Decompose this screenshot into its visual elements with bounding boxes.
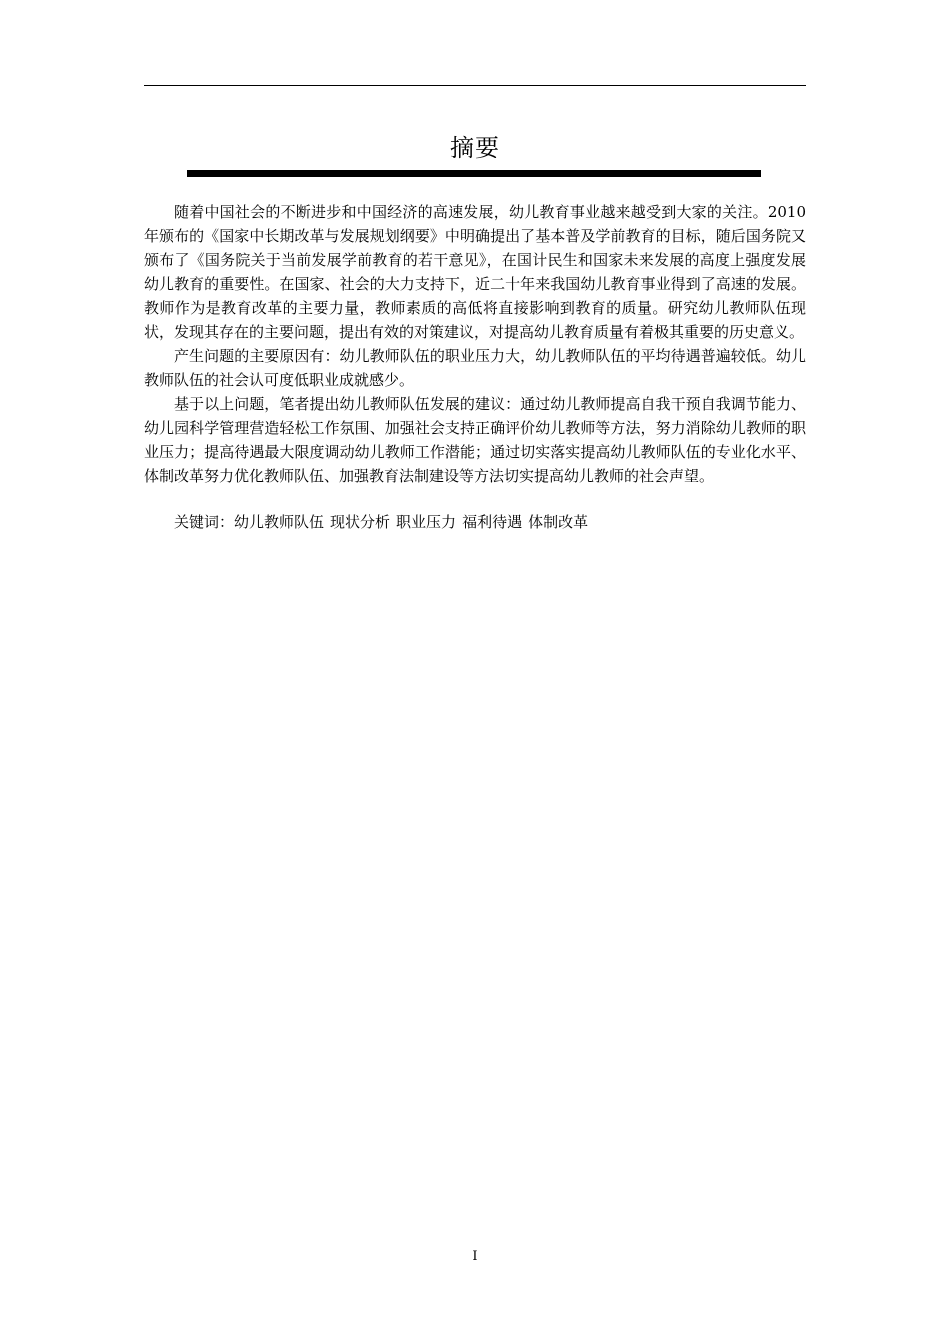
- header-rule: [144, 85, 806, 86]
- title-underline-bar: [187, 170, 761, 177]
- keywords-label: 关键词：: [174, 513, 235, 531]
- keyword-item: 职业压力: [396, 513, 457, 531]
- keyword-item: 现状分析: [330, 513, 391, 531]
- page-title: 摘要: [450, 134, 500, 162]
- keyword-item: 福利待遇: [462, 513, 523, 531]
- abstract-paragraph-3: 基于以上问题，笔者提出幼儿教师队伍发展的建议：通过幼儿教师提高自我干预自我调节能力、幼儿园科学管理营造轻松工作氛围、加强社会支持正确评价幼儿教师等方法，努力消除幼儿教师的职业压力；提高待遇最大限度调动幼儿教师工作潜能；通过切实落实提高幼儿教师队伍的专业化水平、体制改革努力优化教师队伍、加强教育法制建设等方法切实提高幼儿教师的社会声望。: [144, 395, 806, 485]
- keyword-item: 幼儿教师队伍: [234, 513, 325, 531]
- abstract-paragraph-2: 产生问题的主要原因有：幼儿教师队伍的职业压力大，幼儿教师队伍的平均待遇普遍较低。幼儿教师队伍的社会认可度低职业成就感少。: [144, 347, 806, 389]
- abstract-body: [144, 200, 806, 534]
- abstract-paragraph-1: 随着中国社会的不断进步和中国经济的高速发展，幼儿教育事业越来越受到大家的关注。2010年颁布的《国家中长期改革与发展规划纲要》中明确提出了基本普及学前教育的目标，随后国务院又颁布了《国务院关于当前发展学前教育的若干意见》，在国计民生和国家未来发展的高度上强度发展幼儿教育的重要性。在国家、社会的大力支持下，近二十年来我国幼儿教育事业得到了高速的发展。教师作为是教育改革的主要力量，教师素质的高低将直接影响到教育的质量。研究幼儿教师队伍现状，发现其存在的主要问题，提出有效的对策建议，对提高幼儿教育质量有着极其重要的历史意义。: [144, 203, 806, 341]
- keyword-item: 体制改革: [528, 513, 589, 531]
- keywords-line: [144, 510, 806, 534]
- page-number: I: [472, 1249, 478, 1264]
